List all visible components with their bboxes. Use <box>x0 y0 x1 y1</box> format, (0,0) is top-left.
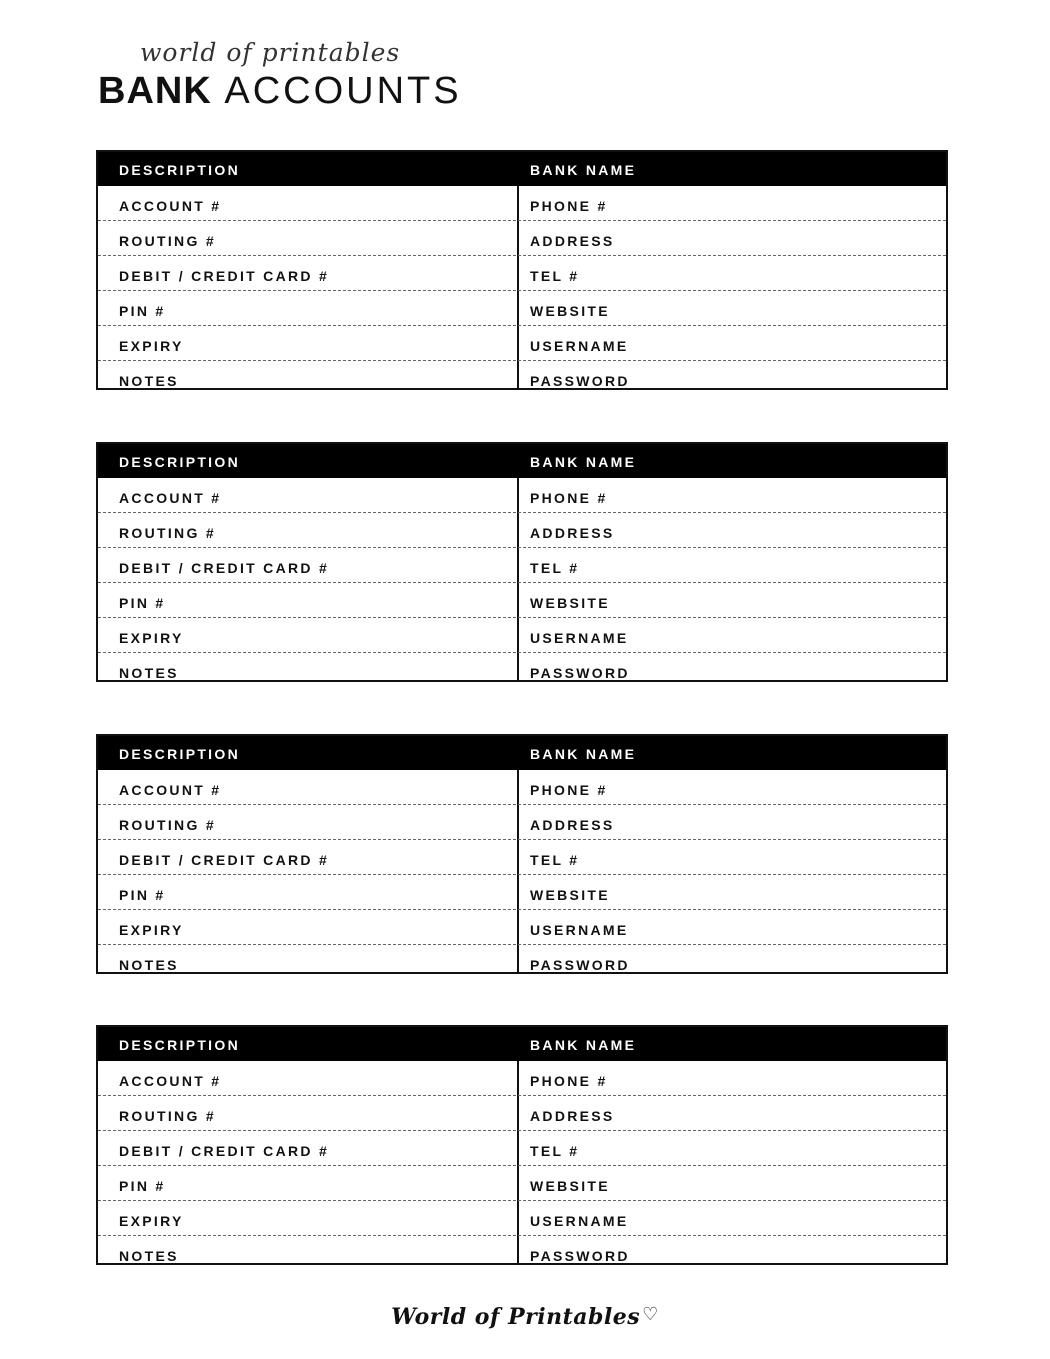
description-label: DESCRIPTION <box>119 1037 240 1053</box>
field-label-right: ADDRESS <box>530 1108 615 1124</box>
field-label-right: ADDRESS <box>530 233 615 249</box>
brand-logo <box>391 1304 659 1330</box>
field-row[interactable] <box>98 513 946 548</box>
field-row[interactable] <box>98 583 946 618</box>
field-label-left: ACCOUNT # <box>119 490 222 506</box>
field-label-left: DEBIT / CREDIT CARD # <box>119 560 330 576</box>
bank-name-label: BANK NAME <box>530 162 637 178</box>
field-label-left: ROUTING # <box>119 525 216 541</box>
field-label-left: DEBIT / CREDIT CARD # <box>119 1143 330 1159</box>
field-label-left: NOTES <box>119 373 179 389</box>
field-row[interactable] <box>98 910 946 945</box>
title-bold-word: BANK <box>98 70 212 112</box>
field-row[interactable] <box>98 361 946 395</box>
field-row[interactable] <box>98 291 946 326</box>
page-header <box>98 38 598 114</box>
account-card-1 <box>96 150 948 390</box>
field-label-right: ADDRESS <box>530 525 615 541</box>
field-row[interactable] <box>98 186 946 221</box>
field-label-right: USERNAME <box>530 630 629 646</box>
field-row[interactable] <box>98 1166 946 1201</box>
field-row[interactable] <box>98 1236 946 1270</box>
field-label-left: EXPIRY <box>119 922 184 938</box>
field-label-right: PHONE # <box>530 490 608 506</box>
field-label-left: ACCOUNT # <box>119 782 222 798</box>
field-label-right: USERNAME <box>530 1213 629 1229</box>
field-label-left: PIN # <box>119 1178 166 1194</box>
field-label-right: TEL # <box>530 560 580 576</box>
field-row[interactable] <box>98 770 946 805</box>
field-label-right: PHONE # <box>530 1073 608 1089</box>
card-header <box>98 1027 946 1061</box>
field-label-left: EXPIRY <box>119 630 184 646</box>
field-label-left: EXPIRY <box>119 1213 184 1229</box>
field-label-right: USERNAME <box>530 922 629 938</box>
field-label-right: PASSWORD <box>530 373 630 389</box>
field-row[interactable] <box>98 805 946 840</box>
field-label-right: USERNAME <box>530 338 629 354</box>
field-label-right: PASSWORD <box>530 1248 630 1264</box>
field-label-right: PHONE # <box>530 198 608 214</box>
field-label-left: PIN # <box>119 303 166 319</box>
description-label: DESCRIPTION <box>119 746 240 762</box>
field-label-left: PIN # <box>119 595 166 611</box>
field-row[interactable] <box>98 221 946 256</box>
field-row[interactable] <box>98 326 946 361</box>
field-label-right: TEL # <box>530 1143 580 1159</box>
bank-name-label: BANK NAME <box>530 1037 637 1053</box>
field-row[interactable] <box>98 478 946 513</box>
field-label-right: TEL # <box>530 852 580 868</box>
field-label-right: WEBSITE <box>530 303 610 319</box>
field-label-right: PHONE # <box>530 782 608 798</box>
field-row[interactable] <box>98 945 946 979</box>
title-light-word: ACCOUNTS <box>224 70 462 112</box>
script-subtitle: world of printables <box>140 38 401 67</box>
field-label-right: PASSWORD <box>530 957 630 973</box>
field-label-right: TEL # <box>530 268 580 284</box>
brand-logo-text: World of Printables <box>391 1304 641 1330</box>
field-row[interactable] <box>98 256 946 291</box>
field-label-left: ROUTING # <box>119 233 216 249</box>
field-label-left: DEBIT / CREDIT CARD # <box>119 268 330 284</box>
heart-icon: ♡ <box>642 1304 659 1325</box>
field-row[interactable] <box>98 1131 946 1166</box>
field-label-right: ADDRESS <box>530 817 615 833</box>
field-label-right: WEBSITE <box>530 1178 610 1194</box>
bank-name-label: BANK NAME <box>530 746 637 762</box>
footer <box>0 1304 1050 1330</box>
field-label-left: ACCOUNT # <box>119 1073 222 1089</box>
bank-name-label: BANK NAME <box>530 454 637 470</box>
field-row[interactable] <box>98 653 946 687</box>
description-label: DESCRIPTION <box>119 162 240 178</box>
account-card-4 <box>96 1025 948 1265</box>
field-label-left: ACCOUNT # <box>119 198 222 214</box>
page-title <box>98 68 462 114</box>
description-label: DESCRIPTION <box>119 454 240 470</box>
field-label-left: ROUTING # <box>119 1108 216 1124</box>
field-row[interactable] <box>98 875 946 910</box>
card-header <box>98 736 946 770</box>
field-label-left: PIN # <box>119 887 166 903</box>
field-row[interactable] <box>98 618 946 653</box>
field-row[interactable] <box>98 1061 946 1096</box>
field-label-right: WEBSITE <box>530 887 610 903</box>
field-row[interactable] <box>98 1201 946 1236</box>
field-row[interactable] <box>98 548 946 583</box>
field-label-left: ROUTING # <box>119 817 216 833</box>
field-label-left: DEBIT / CREDIT CARD # <box>119 852 330 868</box>
field-label-left: NOTES <box>119 1248 179 1264</box>
field-label-left: NOTES <box>119 957 179 973</box>
field-label-right: WEBSITE <box>530 595 610 611</box>
field-row[interactable] <box>98 840 946 875</box>
card-header <box>98 444 946 478</box>
field-label-left: EXPIRY <box>119 338 184 354</box>
card-header <box>98 152 946 186</box>
account-card-3 <box>96 734 948 974</box>
field-label-left: NOTES <box>119 665 179 681</box>
account-card-2 <box>96 442 948 682</box>
field-label-right: PASSWORD <box>530 665 630 681</box>
field-row[interactable] <box>98 1096 946 1131</box>
